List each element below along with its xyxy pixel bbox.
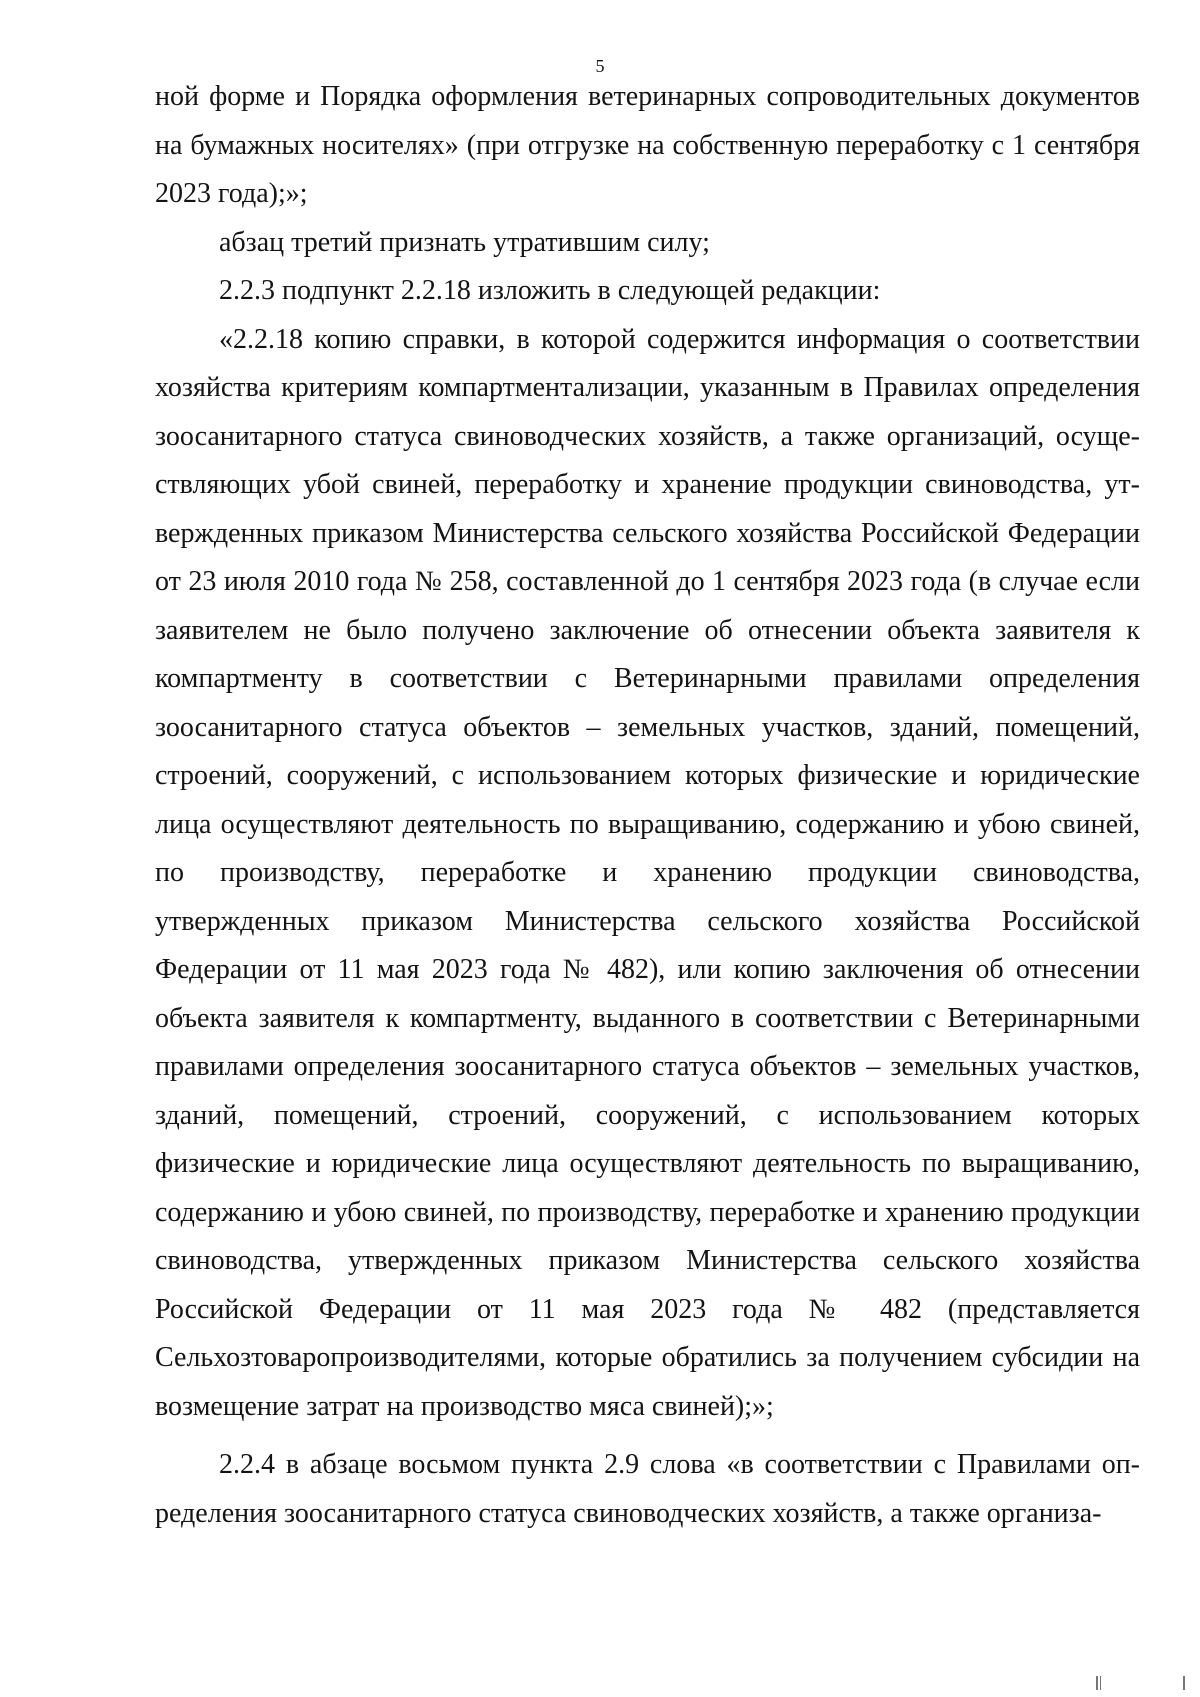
paragraph-2-2-3: 2.2.3 подпункт 2.2.18 изложить в следующей редакции:: [219, 275, 881, 306]
page-number: 5: [595, 56, 605, 76]
scan-mark: [1183, 1676, 1185, 1690]
paragraph-2-2-18: «2.2.18 копию справки, в которой содержится информация о соответствии хозяйства критериям компартментализации, указанным в Правилах определения зоосанитарного статуса свиноводческих хозяйств, а также организаций, осуществляющих убой свиней, переработку и хранение продукции свиноводства, утвержденных приказом Министерства сельского хозяйства Российской Федерации от 23 июля 2010 года № 258, составленной до 1 сентября 2023 года (в случае если заявителем не было получено заключение об отнесении объекта заявителя к компартменту в соответствии с Ветеринарными правилами определения зоосанитарного статуса объектов – земельных участков, зданий, помещений, строений, сооружений, с использованием которых физические и юридические лица осуществляют деятельность по выращиванию, содержанию и убою свиней, по производству, переработке и хранению продукции свиноводства, утвержденных приказом Министерства сельского хозяйства Российской Федерации от 11 мая 2023 года № 482), или копию заключения об отнесении объекта заявителя к компартменту, выданного в соответствии с Ветеринарными правилами определения зоосанитарного статуса объектов – земельных участков, зданий, помещений, строений, сооружений, с использованием которых физические и юридические лица осуществляют деятельность по выращиванию, содержанию и убою свиней, по производству, переработке и хранению продукции свиноводства, утвержденных приказом Министерства сельского хозяйства Российской Федерации от 11 мая 2023 года № 482 (представляется Сельхозтоваропроизводителями, которые обратились за получением субсидии на возмещение затрат на производство мяса свиней);»;: [155, 323, 1140, 1422]
paragraph-abzac-tretiy: абзац третий признать утратившим силу;: [219, 226, 710, 258]
paragraph-2-2-4: 2.2.4 в абзаце восьмом пункта 2.9 слова «в соответствии с Правилами определения зоосанитарного статуса свиноводческих хозяйств, а также организа-: [155, 1449, 1140, 1529]
document-body: [155, 73, 1140, 1538]
paragraph-continuation: ной форме и Порядка оформления ветеринарных сопроводительных документов на бумажных носителях» (при отгрузке на собственную переработку с 1 сентября 2023 года);»;: [155, 81, 1140, 209]
scan-mark: [1096, 1676, 1098, 1690]
scan-mark: [1100, 1676, 1101, 1690]
